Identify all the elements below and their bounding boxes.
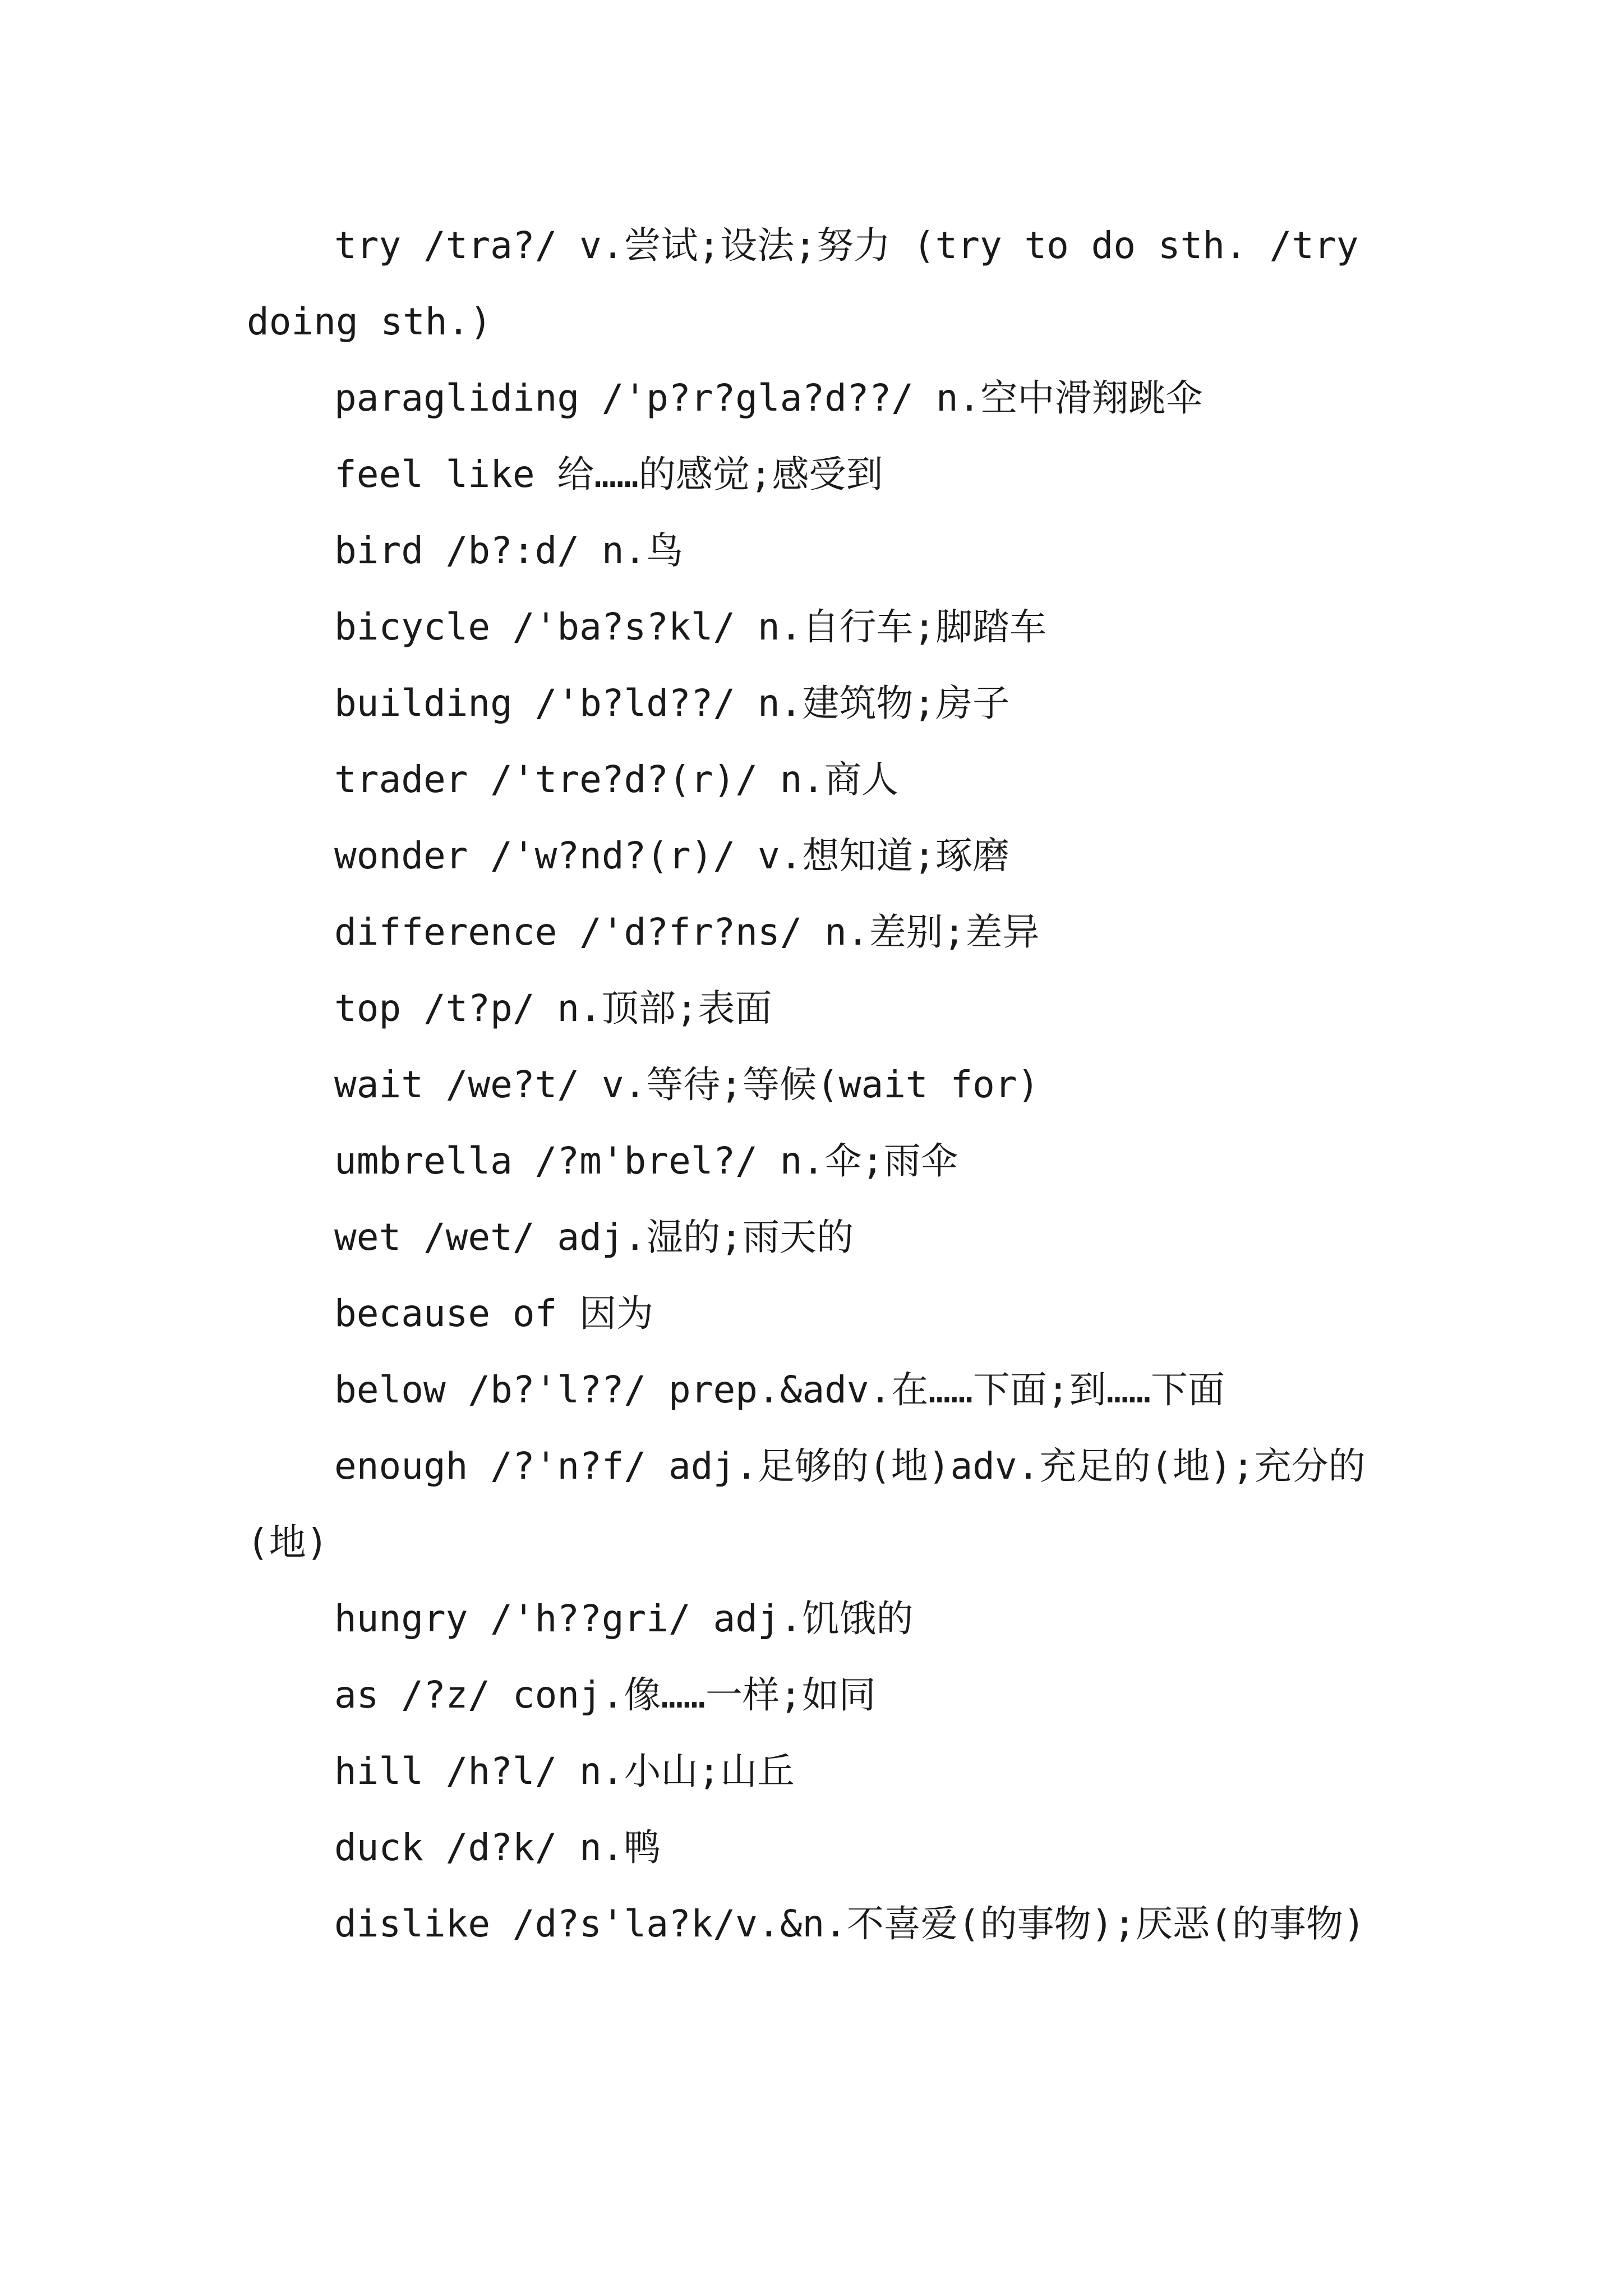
vocab-entry-enough: enough /?'n?f/ adj.足够的(地)adv.充足的(地);充分的(地): [247, 1444, 1366, 1564]
vocab-entry-hill: hill /h?l/ n.小山;山丘: [334, 1750, 795, 1793]
vocab-entry-hungry: hungry /'h??gri/ adj.饥饿的: [334, 1597, 914, 1640]
vocab-entry-building: building /'b?ld??/ n.建筑物;房子: [334, 682, 1010, 725]
vocab-entry-umbrella: umbrella /?m'brel?/ n.伞;雨伞: [334, 1139, 958, 1182]
vocab-entry-dislike: dislike /d?s'la?k/v.&n.不喜爱(的事物);厌恶(的事物): [334, 1902, 1366, 1945]
vocab-entry-bird: bird /b?:d/ n.鸟: [334, 529, 684, 572]
vocab-entry-duck: duck /d?k/ n.鸭: [334, 1826, 661, 1869]
vocab-entry-wonder: wonder /'w?nd?(r)/ v.想知道;琢磨: [334, 834, 1010, 877]
vocab-entry-feel-like: feel like 给……的感觉;感受到: [334, 453, 883, 496]
vocab-entry-top: top /t?p/ n.顶部;表面: [334, 987, 772, 1030]
vocab-entry-trader: trader /'tre?d?(r)/ n.商人: [334, 758, 899, 801]
vocab-entry-as: as /?z/ conj.像……一样;如同: [334, 1673, 876, 1717]
vocabulary-list: [247, 208, 1380, 1962]
vocab-entry-paragliding: paragliding /'p?r?gla?d??/ n.空中滑翔跳伞: [334, 376, 1203, 420]
vocab-entry-wait: wait /we?t/ v.等待;等候(wait for): [334, 1063, 1040, 1106]
vocab-entry-because-of: because of 因为: [334, 1292, 654, 1335]
vocab-entry-bicycle: bicycle /'ba?s?kl/ n.自行车;脚踏车: [334, 605, 1047, 648]
vocab-entry-wet: wet /wet/ adj.湿的;雨天的: [334, 1216, 854, 1259]
vocab-entry-difference: difference /'d?fr?ns/ n.差别;差异: [334, 910, 1040, 954]
vocab-entry-below: below /b?'l??/ prep.&adv.在……下面;到……下面: [334, 1368, 1225, 1411]
vocab-entry-try: try /tra?/ v.尝试;设法;努力 (try to do sth. /try doing sth.): [247, 224, 1359, 343]
